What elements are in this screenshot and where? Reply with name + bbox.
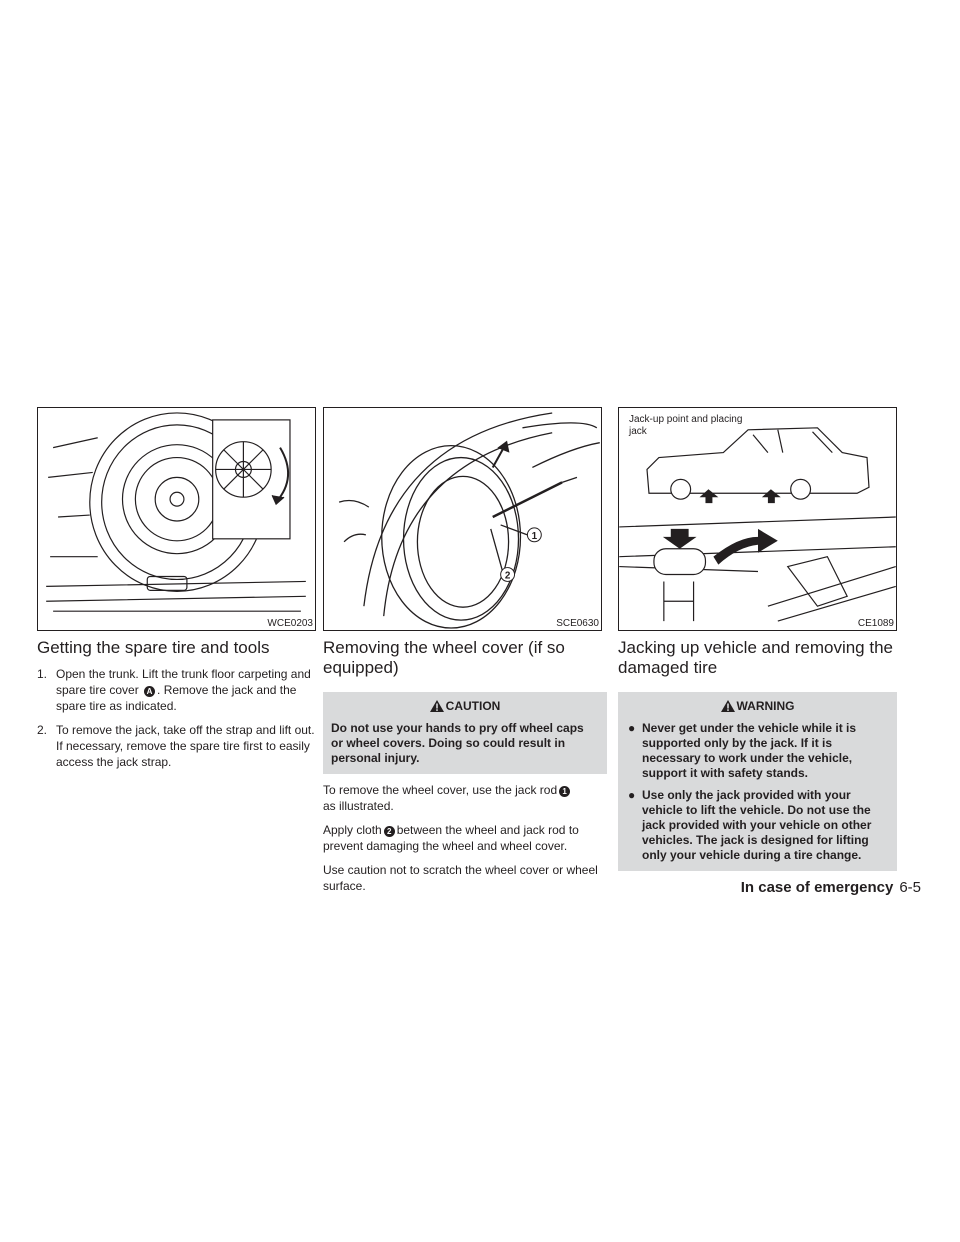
section-title: Jacking up vehicle and removing the damaged tire <box>618 638 893 677</box>
caution-box <box>323 692 607 774</box>
figure-code: WCE0203 <box>264 618 313 629</box>
step-text-cont: . Remove the jack and the spare tire as indicated. <box>56 683 297 713</box>
figure-code: SCE0630 <box>553 618 599 629</box>
bullet-icon: ● <box>628 788 636 802</box>
page-number: 6-5 <box>899 879 921 896</box>
para-text-cont: between the wheel and jack rod to prevent damaging the wheel and wheel cover. <box>323 823 579 853</box>
wheel-cover-section <box>323 638 607 902</box>
paragraph-2 <box>323 822 607 854</box>
caution-label: CAUTION <box>445 699 501 713</box>
spare-tire-illustration <box>37 407 316 631</box>
step-text: Open the trunk. Lift the trunk floor carpeting and spare tire cover <box>56 667 311 697</box>
figure-label: Jack-up point and placing jack <box>629 414 743 437</box>
svg-text:1: 1 <box>531 530 538 542</box>
para-text: To remove the wheel cover, use the jack rod <box>323 783 558 797</box>
warning-text: Use only the jack provided with your vehicle to lift the vehicle. Do not use the jack provided with your vehicle on other vehicles. The jack is designed for lifting only your vehicle during a tire change. <box>642 788 872 862</box>
jacking-illustration <box>618 407 897 631</box>
warning-icon <box>721 700 735 712</box>
jack-point-drawing <box>619 408 896 630</box>
caution-icon <box>430 700 444 712</box>
spare-tire-section <box>37 638 321 778</box>
svg-text:2: 2 <box>504 570 511 582</box>
figure-code: CE1089 <box>855 618 894 629</box>
caution-text: Do not use your hands to pry off wheel caps or wheel covers. Doing so could result in personal injury. <box>331 721 584 765</box>
wheel-cover-illustration <box>323 407 602 631</box>
callout-2 <box>501 568 515 582</box>
warning-label: WARNING <box>736 699 795 713</box>
warning-box <box>618 692 897 871</box>
warning-item-1 <box>626 721 889 781</box>
warning-item-2 <box>626 788 889 863</box>
trunk-spare-tire-drawing <box>38 408 315 630</box>
step-number: 1. <box>37 667 48 681</box>
step-number: 2. <box>37 723 48 737</box>
step-1 <box>37 666 321 714</box>
page-footer <box>741 879 921 896</box>
step-2 <box>37 722 321 770</box>
section-title: Removing the wheel cover (if so equipped) <box>323 638 565 677</box>
footer-section: In case of emergency <box>740 879 894 896</box>
wheel-cover-drawing <box>324 408 601 630</box>
step-text: To remove the jack, take off the strap and lift out. If necessary, remove the spare tire first to easily access the jack strap. <box>56 723 315 769</box>
warning-text: Never get under the vehicle while it is supported only by the jack. If it is necessary to work under the vehicle, support it with safety stands. <box>642 721 857 780</box>
paragraph-3: Use caution not to scratch the wheel cover or wheel surface. <box>323 863 598 893</box>
paragraph-1 <box>323 782 607 814</box>
jacking-section <box>618 638 897 879</box>
section-title: Getting the spare tire and tools <box>37 638 270 657</box>
bullet-icon: ● <box>628 721 636 735</box>
marker-a-icon: A <box>144 686 155 697</box>
marker-2-icon: 2 <box>384 826 395 837</box>
marker-1-icon: 1 <box>559 786 570 797</box>
para-text-cont: as illustrated. <box>323 799 394 813</box>
para-text: Apply cloth <box>323 823 382 837</box>
callout-1 <box>527 528 541 542</box>
